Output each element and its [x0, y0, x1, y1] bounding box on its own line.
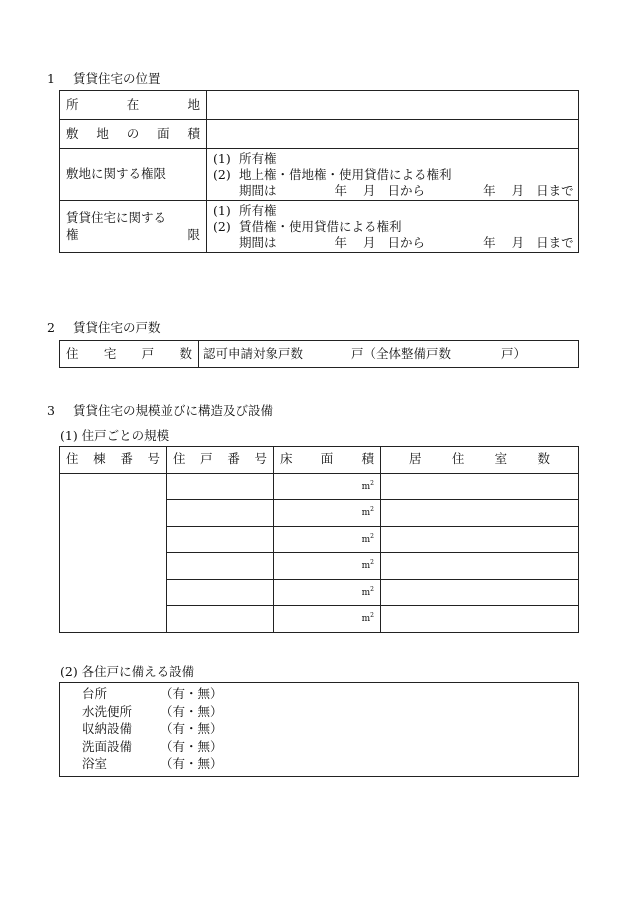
- unit-count-label-char: 戸: [141, 345, 155, 361]
- equipment-table: [59, 682, 579, 777]
- unit-number-cell[interactable]: [167, 606, 274, 633]
- area-unit: m: [361, 561, 371, 572]
- room-count-cell[interactable]: [381, 606, 579, 633]
- option-ownership[interactable]: 所有権: [239, 202, 277, 218]
- period-prefix: 期間は: [239, 234, 277, 250]
- area-unit-sup: 2: [370, 559, 374, 567]
- table-row: [60, 473, 579, 500]
- room-count-cell[interactable]: [381, 579, 579, 606]
- header-char: 数: [537, 451, 550, 467]
- site-area-label-char: 敷: [66, 125, 79, 141]
- period-prefix: 期間は: [239, 182, 277, 198]
- section2-title: 賃貸住宅の戸数: [73, 320, 161, 335]
- section2-heading: [47, 318, 161, 336]
- section1-heading: [47, 69, 161, 87]
- period-month: 月: [511, 182, 525, 198]
- unit-count-table: [59, 340, 579, 368]
- area-unit-sup: 2: [370, 585, 374, 593]
- equipment-status[interactable]: （有・無）: [160, 703, 223, 719]
- section1-number: 1: [47, 71, 55, 86]
- option-number: (2): [213, 166, 231, 182]
- subsection2-heading: (2) 各住戸に備える設備: [60, 664, 195, 679]
- list-item: [82, 703, 578, 721]
- house-rights-label: [60, 201, 207, 253]
- option-number: (2): [213, 218, 231, 234]
- area-unit: m: [361, 534, 371, 545]
- unit-count-label-char: 宅: [103, 345, 117, 361]
- equipment-list: [60, 683, 579, 777]
- equipment-status[interactable]: （有・無）: [160, 738, 223, 754]
- header-room-count: [381, 447, 579, 474]
- site-area-label-char: 地: [96, 125, 109, 141]
- section1-title: 賃貸住宅の位置: [73, 71, 161, 86]
- period-month: 月: [363, 182, 376, 198]
- unit-count-label-char: 住: [66, 345, 79, 361]
- header-unit-number: [167, 447, 274, 474]
- equipment-status[interactable]: （有・無）: [160, 756, 223, 771]
- header-char: 号: [254, 451, 267, 467]
- unit-suffix: 戸）: [501, 345, 527, 361]
- header-char: 面: [320, 451, 334, 467]
- area-unit: m: [361, 508, 371, 519]
- address-row: [60, 91, 579, 120]
- list-item: [82, 755, 578, 773]
- area-unit: m: [361, 614, 371, 625]
- header-char: 居: [409, 451, 422, 467]
- option-lease[interactable]: 賃借権・使用貸借による権利: [239, 218, 402, 234]
- header-building-number: [60, 447, 167, 474]
- period-year: 年: [483, 234, 496, 250]
- equipment-storage: 収納設備: [82, 721, 133, 736]
- header-char: 番: [227, 451, 240, 467]
- subsection1-heading: (1) 住戸ごとの規模: [60, 428, 170, 443]
- land-rights-options: [207, 149, 579, 201]
- unit-number-cell[interactable]: [167, 553, 274, 580]
- unit-number-cell[interactable]: [167, 526, 274, 553]
- room-count-cell[interactable]: [381, 553, 579, 580]
- floor-area-cell[interactable]: [274, 579, 381, 606]
- list-item: [82, 685, 578, 703]
- unit-size-header-row: [60, 447, 579, 474]
- room-count-cell[interactable]: [381, 500, 579, 527]
- room-count-cell[interactable]: [381, 526, 579, 553]
- header-char: 住: [66, 451, 79, 467]
- unit-number-cell[interactable]: [167, 500, 274, 527]
- equipment-status[interactable]: （有・無）: [160, 686, 223, 701]
- unit-count-label: [60, 341, 199, 368]
- header-char: 床: [280, 451, 293, 467]
- site-area-label-char: の: [126, 125, 140, 141]
- address-label-char: 地: [187, 96, 200, 112]
- total-unit-count: 戸（全体整備戸数: [351, 345, 452, 361]
- floor-area-cell[interactable]: [274, 526, 381, 553]
- floor-area-cell[interactable]: [274, 500, 381, 527]
- period-from: 日から: [387, 182, 426, 198]
- land-rights-period: [213, 183, 578, 199]
- unit-number-cell[interactable]: [167, 473, 274, 500]
- address-label-char: 所: [66, 96, 79, 112]
- option-ownership[interactable]: 所有権: [239, 150, 277, 166]
- house-rights-options: [207, 201, 579, 253]
- area-unit-sup: 2: [370, 479, 374, 487]
- building-number-cell[interactable]: [60, 473, 167, 632]
- area-unit: m: [361, 481, 371, 492]
- header-char: 棟: [93, 451, 106, 467]
- period-from: 日から: [387, 234, 426, 250]
- header-char: 住: [451, 451, 465, 467]
- period-year: 年: [334, 234, 348, 250]
- equipment-washbasin: 洗面設備: [82, 738, 133, 754]
- floor-area-cell[interactable]: [274, 606, 381, 633]
- header-char: 室: [494, 451, 508, 467]
- equipment-bath: 浴室: [82, 756, 108, 771]
- address-label-char: 在: [126, 96, 140, 112]
- unit-count-value[interactable]: [199, 341, 579, 368]
- unit-count-label-char: 数: [179, 345, 192, 361]
- header-char: 号: [147, 451, 160, 467]
- option-number: (1): [213, 202, 231, 218]
- period-month: 月: [511, 234, 525, 250]
- list-item: [82, 738, 578, 756]
- area-unit: m: [361, 587, 371, 598]
- equipment-kitchen: 台所: [82, 686, 108, 701]
- site-area-value[interactable]: [207, 120, 579, 149]
- list-item: [82, 720, 578, 738]
- room-count-cell[interactable]: [381, 473, 579, 500]
- option-leasehold[interactable]: 地上権・借地権・使用貸借による権利: [239, 166, 452, 182]
- option-number: (1): [213, 150, 231, 166]
- area-unit-sup: 2: [370, 532, 374, 540]
- site-area-label-char: 面: [157, 125, 170, 141]
- period-year: 年: [334, 182, 348, 198]
- header-char: 番: [120, 451, 133, 467]
- land-rights-row: [60, 149, 579, 201]
- site-area-label-char: 積: [187, 125, 200, 141]
- house-rights-label-char: 限: [187, 226, 200, 242]
- house-rights-period: [213, 235, 578, 251]
- section3-number: 3: [47, 403, 55, 418]
- site-area-row: [60, 120, 579, 149]
- period-month: 月: [363, 234, 376, 250]
- period-until: 日まで: [536, 234, 574, 250]
- equipment-status[interactable]: （有・無）: [160, 721, 223, 736]
- floor-area-cell[interactable]: [274, 473, 381, 500]
- floor-area-cell[interactable]: [274, 553, 381, 580]
- area-unit-sup: 2: [370, 612, 374, 620]
- location-table: [59, 90, 579, 253]
- section3-heading: [47, 401, 273, 419]
- period-year: 年: [483, 182, 496, 198]
- unit-size-table: [59, 446, 579, 633]
- equipment-toilet: 水洗便所: [82, 703, 133, 719]
- unit-number-cell[interactable]: [167, 579, 274, 606]
- address-value[interactable]: [207, 91, 579, 120]
- house-rights-label-char: 権: [66, 226, 79, 242]
- house-rights-row: [60, 201, 579, 253]
- application-unit-count: 認可申請対象戸数: [203, 345, 304, 361]
- land-rights-label: 敷地に関する権限: [60, 149, 207, 201]
- section3-title: 賃貸住宅の規模並びに構造及び設備: [73, 403, 274, 418]
- site-area-label: [60, 120, 207, 149]
- address-label: [60, 91, 207, 120]
- header-char: 積: [361, 451, 374, 467]
- header-char: 住: [173, 451, 186, 467]
- house-rights-label-line1: 賃貸住宅に関する: [66, 209, 167, 225]
- equipment-row: [60, 683, 579, 777]
- section2-number: 2: [47, 320, 55, 335]
- header-char: 戸: [200, 451, 213, 467]
- unit-count-row: [60, 341, 579, 368]
- period-until: 日まで: [536, 182, 574, 198]
- area-unit-sup: 2: [370, 506, 374, 514]
- header-floor-area: [274, 447, 381, 474]
